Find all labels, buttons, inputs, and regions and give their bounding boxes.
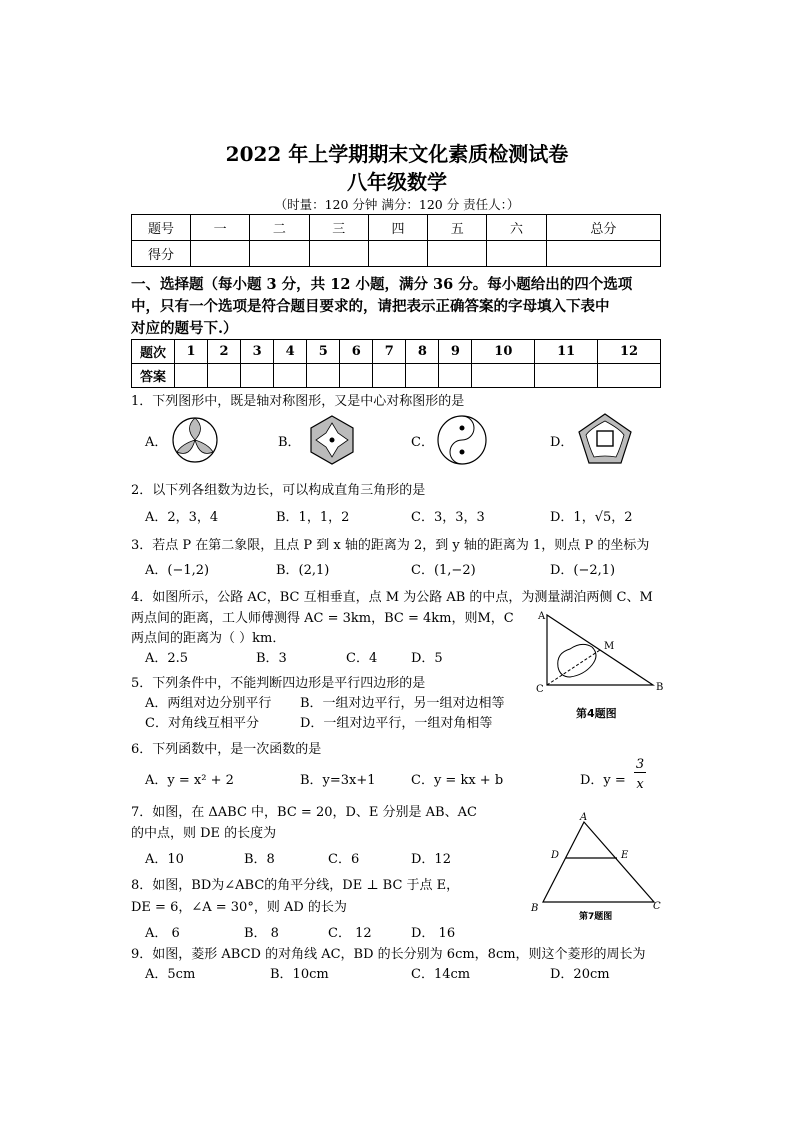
- option-a: A．y = x² + 2: [145, 773, 234, 788]
- answer-header-cell: 3: [241, 340, 274, 364]
- option-label: C．: [411, 435, 434, 450]
- option-b: B．8: [244, 852, 275, 867]
- option-b: B． 8: [244, 926, 279, 941]
- score-cell[interactable]: [487, 241, 546, 267]
- fig7-label-a: A: [580, 812, 588, 823]
- option-d: D．20cm: [550, 967, 610, 982]
- score-header-cell: 总分: [546, 215, 660, 241]
- option-a: A．两组对边分别平行: [145, 696, 272, 711]
- fig7-label-d: D: [551, 850, 560, 861]
- answer-table: [131, 339, 661, 388]
- score-header-cell: 六: [487, 215, 546, 241]
- option-d-prefix: D．y =: [580, 773, 626, 788]
- score-cell[interactable]: [428, 241, 487, 267]
- question-stem: 8．如图，BD为∠ABC的角平分线，DE ⊥ BC 于点 E，: [131, 878, 460, 893]
- question-stem-line: 的中点，则 DE 的长度为: [131, 826, 277, 841]
- answer-cell[interactable]: [274, 364, 307, 388]
- option-b: B．10cm: [270, 967, 329, 982]
- score-cell[interactable]: [250, 241, 309, 267]
- option-b: B．一组对边平行，另一组对边相等: [300, 696, 505, 711]
- answer-header-cell: 5: [307, 340, 340, 364]
- option-b: B．3: [256, 651, 287, 666]
- option-c: C．4: [346, 651, 378, 666]
- answer-header-cell: 10: [472, 340, 535, 364]
- answer-header-cell: 题次: [132, 340, 175, 364]
- question-stem-line: 两点间的距离，工人师傅测得 AC = 3km，BC = 4km，则M，C: [131, 611, 514, 626]
- fig4-label-m: M: [604, 641, 615, 652]
- answer-cell[interactable]: [439, 364, 472, 388]
- fig7-label-b: B: [531, 903, 539, 914]
- option-a: A．2.5: [145, 651, 189, 666]
- option-d: D． 16: [411, 926, 456, 941]
- q1-figure-b-hexagon: [305, 413, 359, 467]
- answer-header-cell: 9: [439, 340, 472, 364]
- option-d-denominator: x: [636, 777, 644, 792]
- option-label: D．: [550, 435, 574, 450]
- answer-cell[interactable]: [535, 364, 598, 388]
- answer-cell[interactable]: [175, 364, 208, 388]
- exam-meta: （时量：120 分钟 满分：120 分 责任人：）: [274, 197, 520, 212]
- answer-cell[interactable]: [208, 364, 241, 388]
- answer-cell[interactable]: [472, 364, 535, 388]
- answer-header-cell: 1: [175, 340, 208, 364]
- question-stem-line: 两点间的距离为（ ）km．: [131, 631, 286, 646]
- answer-cell[interactable]: [406, 364, 439, 388]
- option-d: D．一组对边平行，一组对角相等: [300, 716, 493, 731]
- question-stem: 1．下列图形中，既是轴对称图形，又是中心对称图形的是: [131, 394, 465, 409]
- page-subtitle: 八年级数学: [347, 170, 447, 194]
- answer-header-cell: 4: [274, 340, 307, 364]
- question-stem: 9．如图，菱形 ABCD 的对角线 AC，BD 的长分别为 6cm，8cm，则这个菱形的周长为: [131, 947, 646, 962]
- score-header-cell: 二: [250, 215, 309, 241]
- question-stem: 5．下列条件中，不能判断四边形是平行四边形的是: [131, 676, 426, 691]
- score-table: [131, 214, 661, 267]
- option-c: C．对角线互相平分: [145, 716, 259, 731]
- question-stem: 6．下列函数中，是一次函数的是: [131, 742, 322, 757]
- question-stem: 3．若点 P 在第二象限，且点 P 到 x 轴的距离为 2，到 y 轴的距离为 1，则点 P 的坐标为: [131, 538, 650, 553]
- score-cell[interactable]: [191, 241, 250, 267]
- score-header-cell: 四: [368, 215, 427, 241]
- fig4-label-c: C: [536, 684, 544, 695]
- figure-7-triangle: [527, 812, 667, 924]
- option-d: D．1，√5，2: [550, 510, 633, 525]
- option-c: C．y = kx + b: [411, 773, 504, 788]
- score-row-label: 得分: [132, 241, 191, 267]
- score-header-cell: 五: [428, 215, 487, 241]
- option-a: A． 6: [145, 926, 180, 941]
- option-d: D．12: [411, 852, 451, 867]
- answer-cell[interactable]: [340, 364, 373, 388]
- q1-figure-a-three-petal-circle: [170, 414, 220, 466]
- option-c: C．(1,−2): [411, 563, 476, 578]
- score-cell[interactable]: [546, 241, 660, 267]
- fig7-label-c: C: [653, 901, 661, 912]
- section1-intro-line: 中，只有一个选项是符合题目要求的，请把表示正确答案的字母填入下表中: [131, 298, 610, 315]
- option-b: B．(2,1): [276, 563, 330, 578]
- answer-cell[interactable]: [241, 364, 274, 388]
- page-title: 2022 年上学期期末文化素质检测试卷: [225, 142, 569, 166]
- option-b: B．y=3x+1: [300, 773, 376, 788]
- option-a: A．(−1,2): [145, 563, 210, 578]
- option-c: C． 12: [328, 926, 372, 941]
- fig7-label-e: E: [621, 850, 629, 861]
- answer-cell[interactable]: [307, 364, 340, 388]
- option-c: C．6: [328, 852, 360, 867]
- answer-cell[interactable]: [598, 364, 661, 388]
- option-c: C．14cm: [411, 967, 471, 982]
- answer-header-cell: 2: [208, 340, 241, 364]
- section1-intro-line: 对应的题号下.）: [131, 320, 238, 337]
- answer-header-cell: 7: [373, 340, 406, 364]
- option-a: A．2，3，4: [145, 510, 219, 525]
- option-d: D．5: [411, 651, 443, 666]
- figure-4-triangle: [530, 605, 670, 725]
- fig4-caption: 第4题图: [576, 707, 617, 720]
- option-d-numerator: 3: [635, 757, 645, 772]
- question-stem: 7．如图，在 ΔABC 中，BC = 20，D、E 分别是 AB、AC: [131, 805, 477, 820]
- q1-figure-c-taiji: [435, 413, 489, 467]
- answer-header-cell: 6: [340, 340, 373, 364]
- answer-cell[interactable]: [373, 364, 406, 388]
- fig4-label-b: B: [656, 682, 664, 693]
- option-b: B．1，1，2: [276, 510, 350, 525]
- question-stem-line: DE = 6，∠A = 30°，则 AD 的长为: [131, 900, 347, 915]
- fig7-caption: 第7题图: [579, 912, 613, 922]
- score-header-cell: 一: [191, 215, 250, 241]
- option-label: B．: [278, 435, 301, 450]
- section1-intro-line: 一、选择题（每小题 3 分，共 12 小题，满分 36 分。每小题给出的四个选项: [131, 276, 633, 293]
- q1-figure-d-pentagon: [576, 411, 634, 467]
- option-a: A．10: [145, 852, 184, 867]
- score-cell[interactable]: [309, 241, 368, 267]
- question-stem: 2．以下列各组数为边长，可以构成直角三角形的是: [131, 483, 426, 498]
- answer-header-cell: 8: [406, 340, 439, 364]
- option-d: D．(−2,1): [550, 563, 616, 578]
- score-header-cell: 三: [309, 215, 368, 241]
- option-label: A．: [145, 435, 168, 450]
- answer-header-cell: 12: [598, 340, 661, 364]
- answer-header-cell: 11: [535, 340, 598, 364]
- option-a: A．5cm: [145, 967, 196, 982]
- question-stem: 4．如图所示，公路 AC，BC 互相垂直，点 M 为公路 AB 的中点，为测量湖泊两侧 C、M: [131, 590, 653, 605]
- score-cell[interactable]: [368, 241, 427, 267]
- option-c: C．3，3，3: [411, 510, 485, 525]
- fig4-label-a: A: [538, 611, 546, 622]
- score-header-cell: 题号: [132, 215, 191, 241]
- answer-row-label: 答案: [132, 364, 175, 388]
